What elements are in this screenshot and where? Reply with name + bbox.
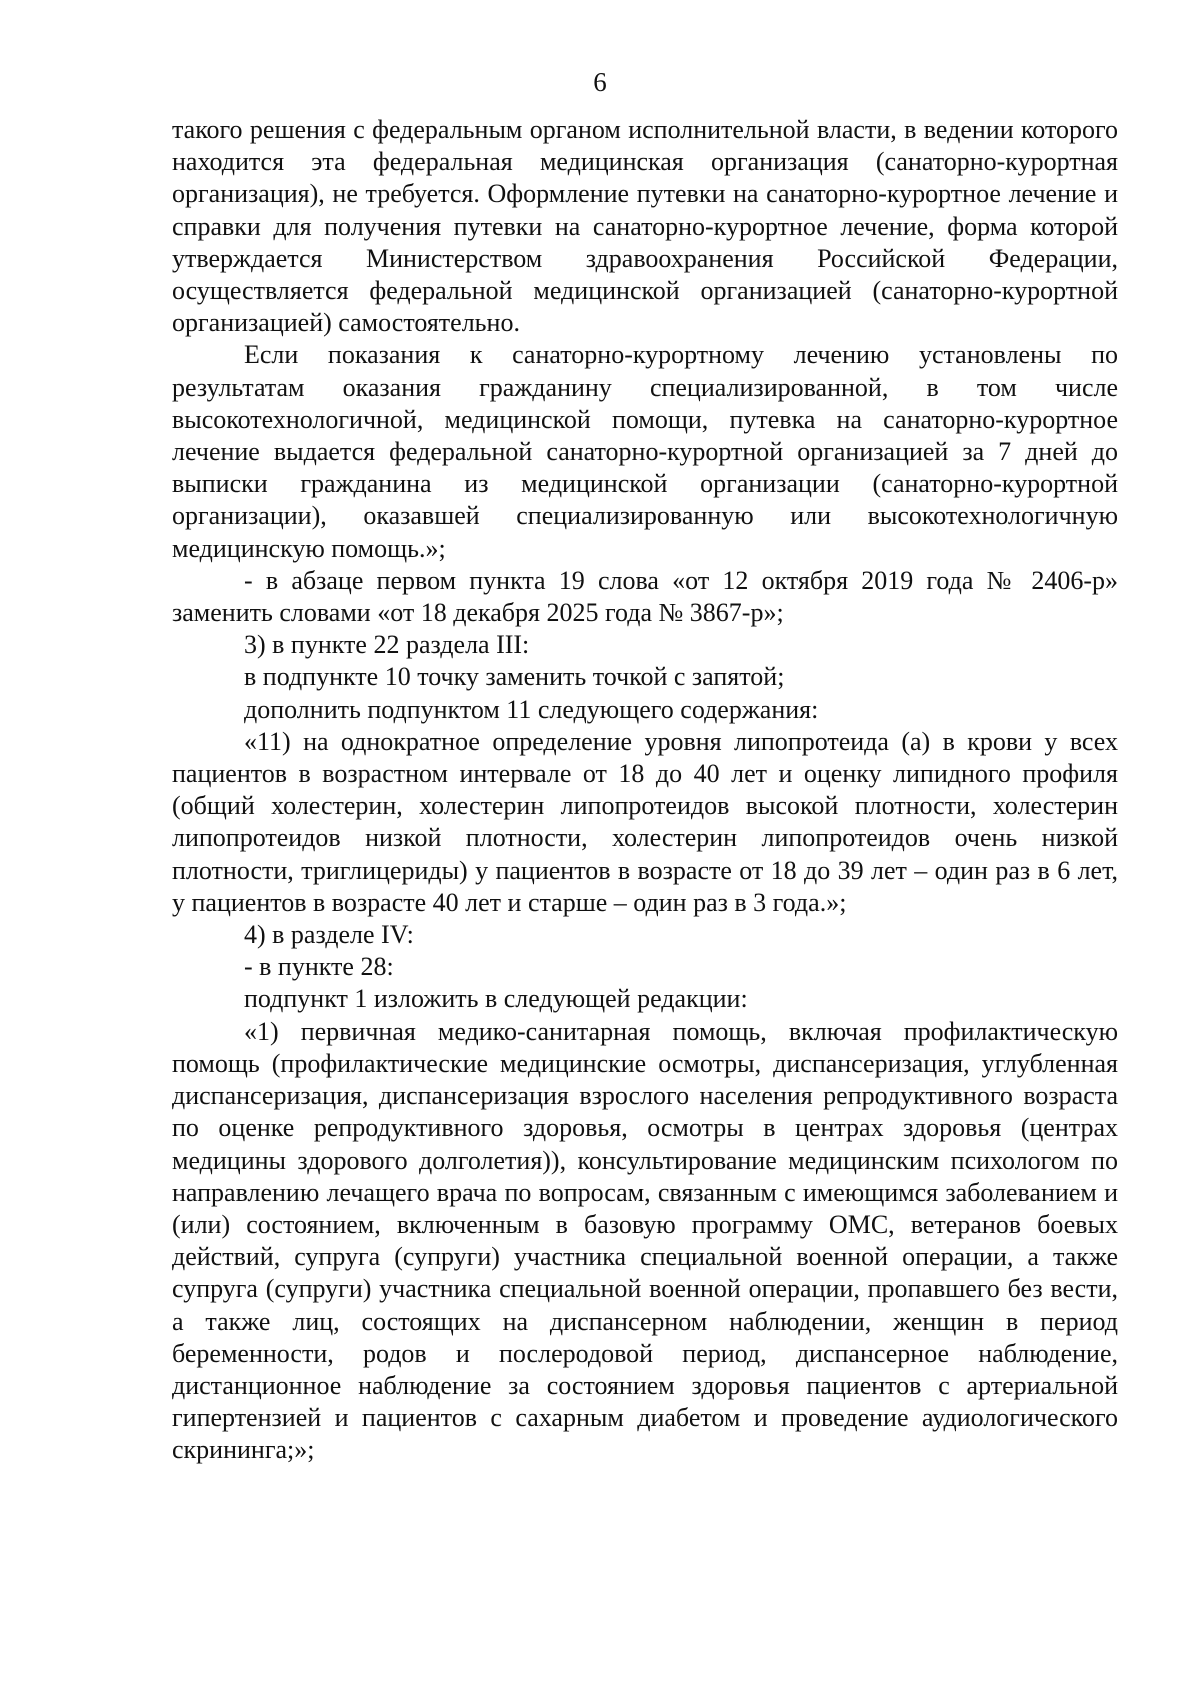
paragraph-add-subitem-11: дополнить подпунктом 11 следующего содержания: — [244, 694, 819, 724]
paragraph-sanatorium-voucher-continuation: такого решения с федеральным органом исполнительной власти, в ведении которого находится эта федеральная медицинская организация (санаторно-курортная организация), не требуется. Оформление путевки на санаторно-курортное лечение и справки для получения путевки на санаторно-курортное лечение, форма которой утверждается Министерством здравоохранения Российской Федерации, осуществляется федеральной медицинской организацией (санаторно-курортной организацией) самостоятельно. — [172, 115, 1118, 338]
paragraph-subitem-11-text: «11) на однократное определение уровня липопротеида (а) в крови у всех пациентов в возрастном интервале от 18 до 40 лет и оценку липидного профиля (общий холестерин, холестерин липопротеидов высокой плотности, холестерин липопротеидов низкой плотности, холестерин липопротеидов очень низкой плотности, триглицериды) у пациентов в возрасте от 18 до 39 лет – один раз в 6 лет, у пациентов в возрасте 40 лет и старше – один раз в 3 года.»; — [172, 726, 1118, 917]
paragraph-item-19-amendment: - в абзаце первом пункта 19 слова «от 12 октября 2019 года № 2406-р» заменить словами «от 18 декабря 2025 года № 3867-р»; — [172, 565, 1118, 628]
page-number: 6 — [593, 67, 607, 97]
paragraph-subitem-1-new-wording: подпункт 1 изложить в следующей редакции: — [244, 984, 748, 1014]
paragraph-subitem-1-text: «1) первичная медико-санитарная помощь, включая профилактическую помощь (профилактические медицинские осмотры, диспансеризация, углубленная диспансеризация, диспансеризация взрослого населения репродуктивного возраста по оценке репродуктивного здоровья, осмотры в центрах здоровья (центрах медицины здорового долголетия)), консультирование медицинским психологом по направлению лечащего врача по вопросам, связанным с имеющимся заболеванием и (или) состоянием, включенным в базовую программу ОМС, ветеранов боевых действий, супруга (супруги) участника специальной военной операции, а также супруга (супруги) участника специальной военной операции, пропавшего без вести, а также лиц, состоящих на диспансерном наблюдении, женщин в период беременности, родов и послеродовой период, диспансерное наблюдение, дистанционное наблюдение за состоянием здоровья пациентов с артериальной гипертензией и пациентов с сахарным диабетом и проведение аудиологического скрининга;»; — [172, 1016, 1118, 1465]
document-body — [172, 114, 1118, 1467]
paragraph-item-28: - в пункте 28: — [244, 952, 394, 982]
paragraph-subitem-10-punctuation: в подпункте 10 точку заменить точкой с запятой; — [244, 662, 785, 692]
paragraph-section-3-item-22: 3) в пункте 22 раздела III: — [244, 630, 530, 660]
paragraph-specialized-care-voucher: Если показания к санаторно-курортному лечению установлены по результатам оказания гражданину специализированной, в том числе высокотехнологичной, медицинской помощи, путевка на санаторно-курортное лечение выдается федеральной санаторно-курортной организацией за 7 дней до выписки гражданина из медицинской организации (санаторно-курортной организации), оказавшей специализированную или высокотехнологичную медицинскую помощь.»; — [172, 340, 1118, 563]
paragraph-section-4: 4) в разделе IV: — [244, 920, 414, 950]
